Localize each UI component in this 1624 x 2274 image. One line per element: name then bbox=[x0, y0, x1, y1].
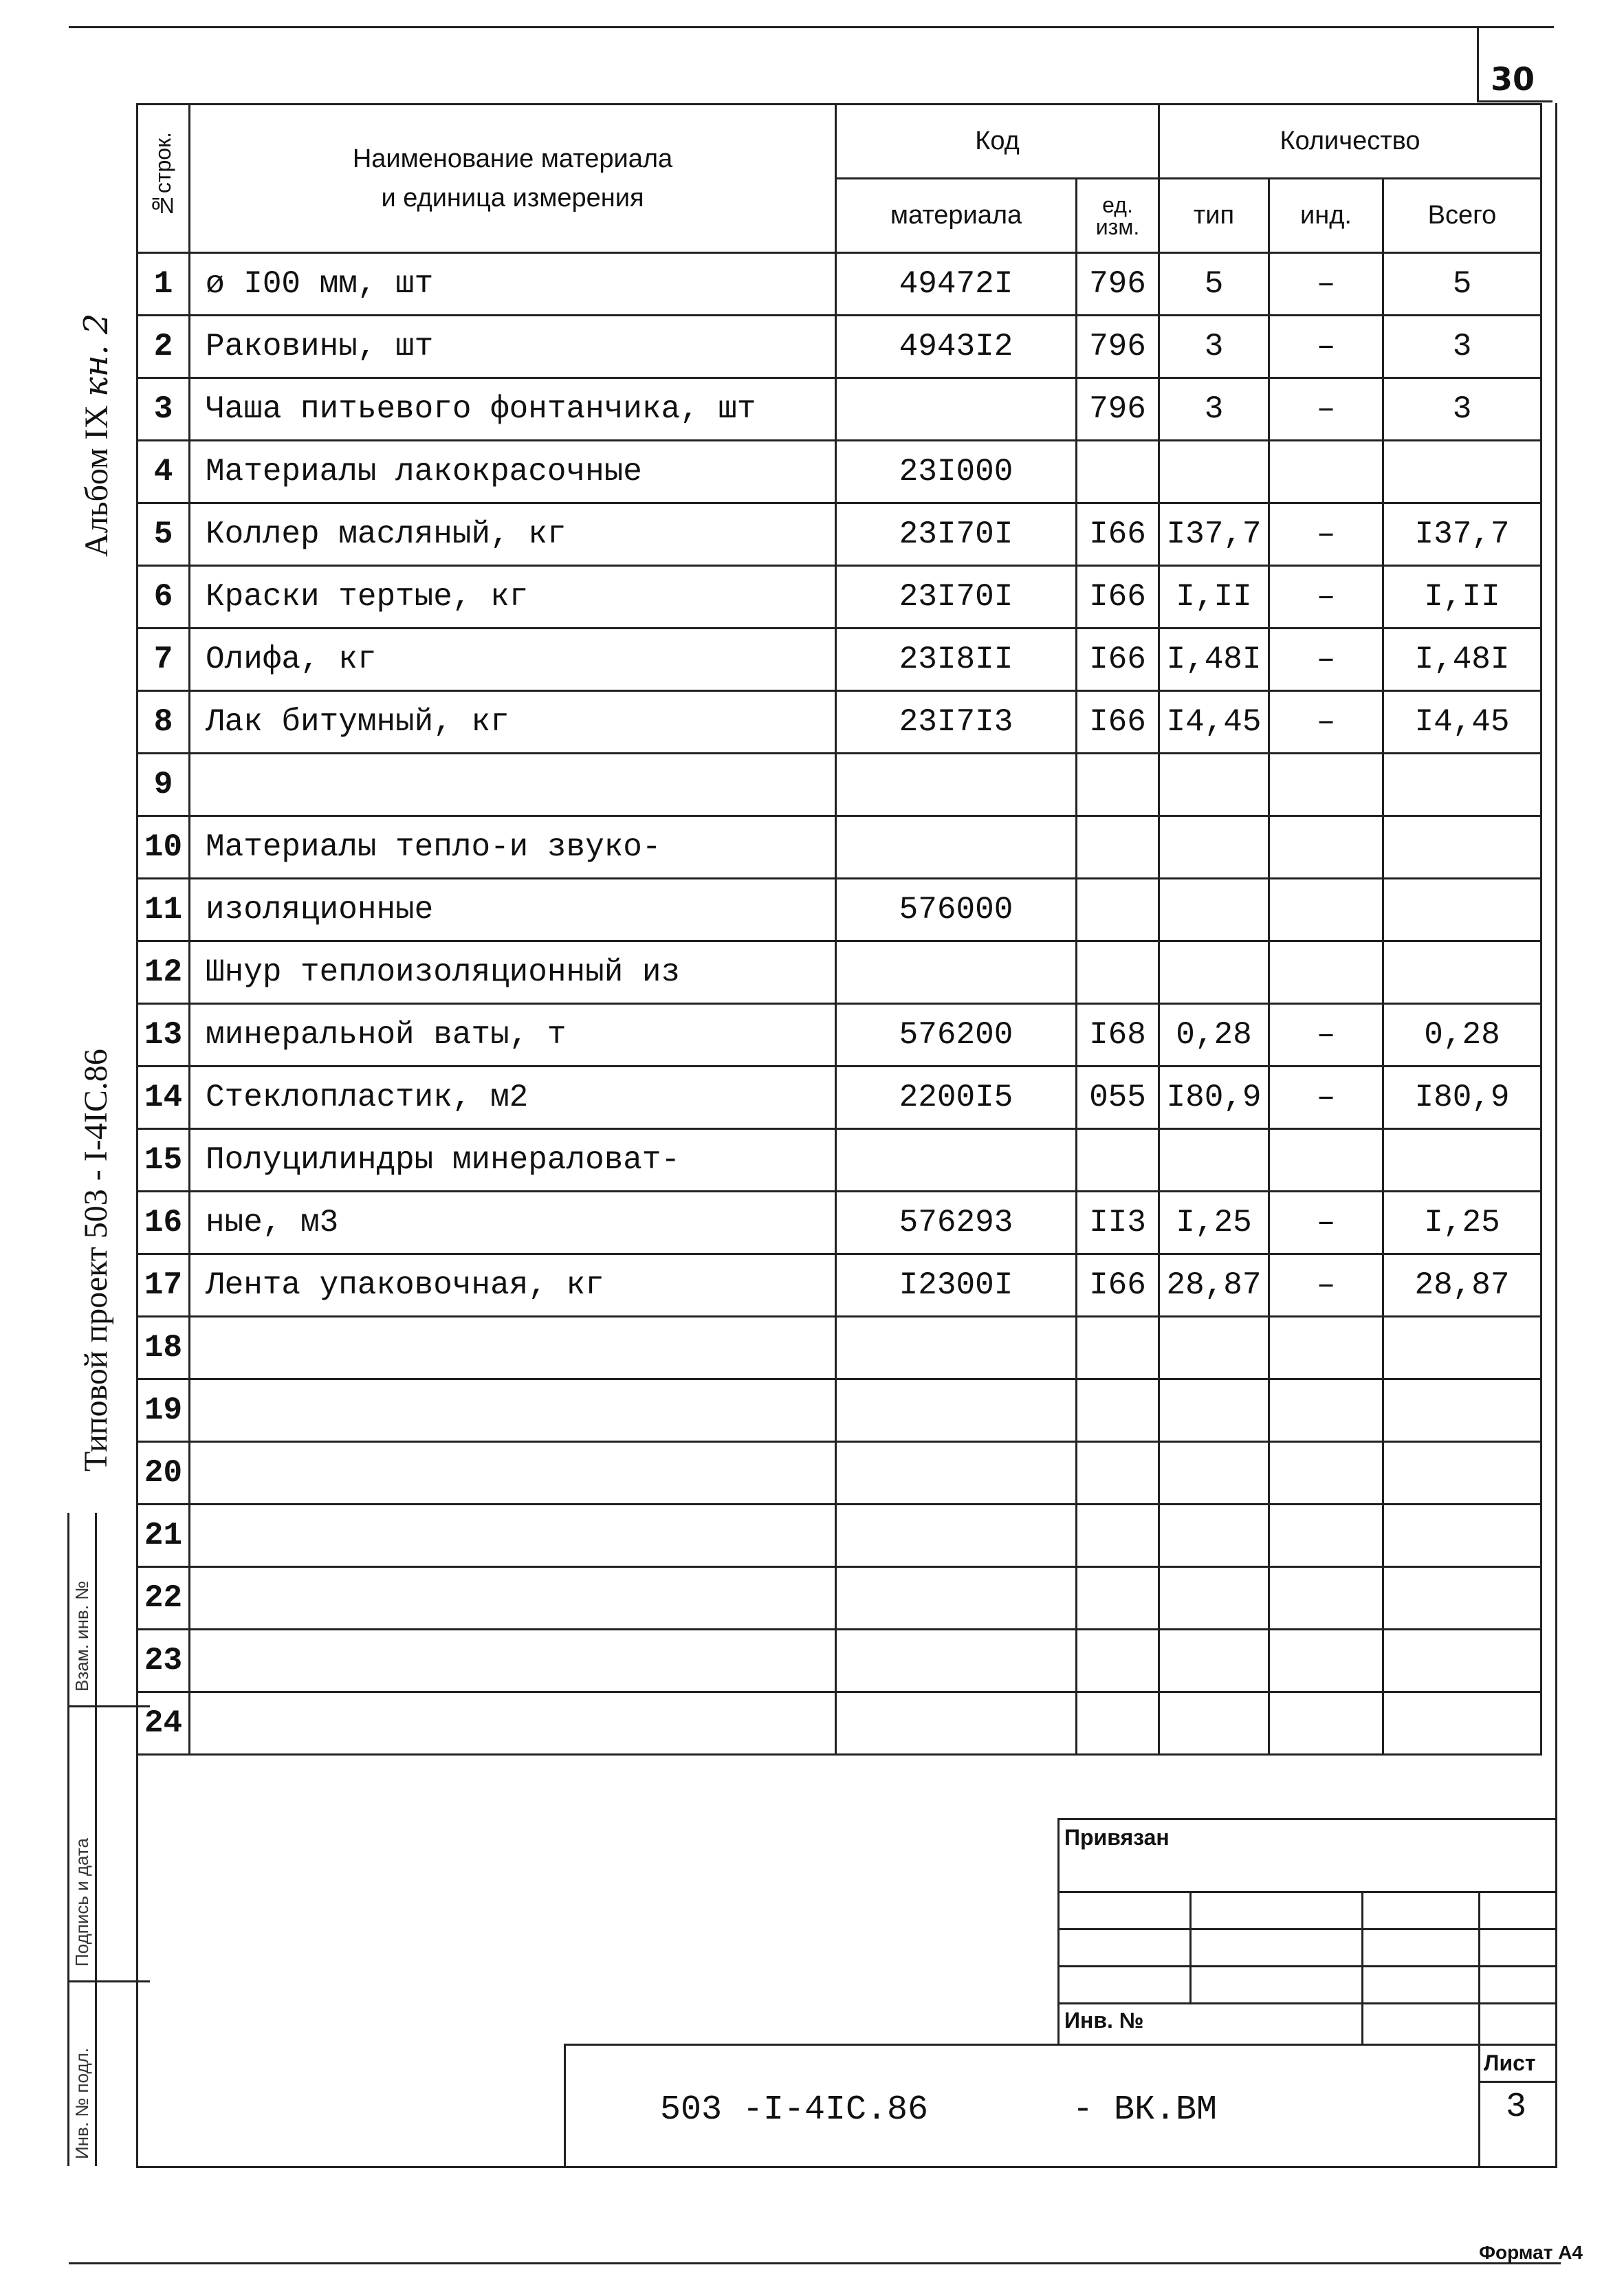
header-qty-type: тип bbox=[1159, 179, 1269, 253]
unit-code: I66 bbox=[1077, 566, 1159, 628]
qty-total: I80,9 bbox=[1383, 1067, 1541, 1129]
qty-total: I4,45 bbox=[1383, 691, 1541, 754]
unit-code: 796 bbox=[1077, 378, 1159, 441]
qty-total: 5 bbox=[1383, 253, 1541, 316]
row-number: 12 bbox=[138, 941, 190, 1004]
row-number: 13 bbox=[138, 1004, 190, 1067]
table-row bbox=[138, 1254, 1541, 1317]
qty-ind bbox=[1269, 1567, 1383, 1630]
material-name: Раковины, шт bbox=[190, 316, 836, 378]
qty-type bbox=[1159, 1317, 1269, 1379]
qty-ind bbox=[1269, 941, 1383, 1004]
qty-ind: – bbox=[1269, 1254, 1383, 1317]
qty-total bbox=[1383, 1317, 1541, 1379]
top-border-line bbox=[69, 26, 1554, 28]
table-row bbox=[138, 1129, 1541, 1192]
doc-code: 503 -I-4IC.86 bbox=[660, 2090, 929, 2130]
qty-type: 3 bbox=[1159, 378, 1269, 441]
qty-total: 28,87 bbox=[1383, 1254, 1541, 1317]
row-number: 17 bbox=[138, 1254, 190, 1317]
qty-ind: – bbox=[1269, 253, 1383, 316]
qty-ind bbox=[1269, 816, 1383, 879]
material-name: Полуцилиндры минераловат- bbox=[190, 1129, 836, 1192]
qty-ind bbox=[1269, 1379, 1383, 1442]
unit-code bbox=[1077, 1630, 1159, 1692]
row-number: 16 bbox=[138, 1192, 190, 1254]
material-code bbox=[836, 1692, 1077, 1755]
qty-ind: – bbox=[1269, 378, 1383, 441]
header-code-unit: ед. изм. bbox=[1077, 179, 1159, 253]
qty-ind: – bbox=[1269, 628, 1383, 691]
row-number: 19 bbox=[138, 1379, 190, 1442]
table-row bbox=[138, 1567, 1541, 1630]
qty-type bbox=[1159, 441, 1269, 503]
material-code bbox=[836, 1129, 1077, 1192]
row-number: 5 bbox=[138, 503, 190, 566]
unit-code: 796 bbox=[1077, 253, 1159, 316]
row-number: 10 bbox=[138, 816, 190, 879]
materials-table bbox=[136, 103, 1542, 1756]
table-row bbox=[138, 566, 1541, 628]
strip-label-replace: Взам. инв. № bbox=[72, 1580, 92, 1692]
row-number: 9 bbox=[138, 754, 190, 816]
frame-bottom bbox=[136, 2166, 1557, 2168]
format-label: Формат А4 bbox=[1479, 2242, 1583, 2263]
material-name: Шнур теплоизоляционный из bbox=[190, 941, 836, 1004]
unit-code: 055 bbox=[1077, 1067, 1159, 1129]
table-row bbox=[138, 503, 1541, 566]
unit-code bbox=[1077, 879, 1159, 941]
row-number: 22 bbox=[138, 1567, 190, 1630]
material-code: 2200I5 bbox=[836, 1067, 1077, 1129]
unit-code bbox=[1077, 816, 1159, 879]
strip-label-sign: Подпись и дата bbox=[72, 1837, 92, 1967]
unit-code bbox=[1077, 441, 1159, 503]
row-number: 15 bbox=[138, 1129, 190, 1192]
material-name: Лак битумный, кг bbox=[190, 691, 836, 754]
unit-code bbox=[1077, 1692, 1159, 1755]
unit-code: II3 bbox=[1077, 1192, 1159, 1254]
material-name bbox=[190, 1567, 836, 1630]
qty-total bbox=[1383, 1379, 1541, 1442]
material-name: Лента упаковочная, кг bbox=[190, 1254, 836, 1317]
qty-ind: – bbox=[1269, 691, 1383, 754]
row-number: 1 bbox=[138, 253, 190, 316]
table-row bbox=[138, 1067, 1541, 1129]
material-name: Чаша питьевого фонтанчика, шт bbox=[190, 378, 836, 441]
stamp-col-1 bbox=[1189, 1891, 1192, 2002]
qty-ind bbox=[1269, 441, 1383, 503]
qty-type: I4,45 bbox=[1159, 691, 1269, 754]
qty-ind: – bbox=[1269, 503, 1383, 566]
stamp-row-4 bbox=[1057, 2002, 1557, 2004]
material-name: Материалы лакокрасочные bbox=[190, 441, 836, 503]
qty-type: I,II bbox=[1159, 566, 1269, 628]
material-name: Стеклопластик, м2 bbox=[190, 1067, 836, 1129]
unit-code bbox=[1077, 941, 1159, 1004]
material-name bbox=[190, 1505, 836, 1567]
page-number-box-bottom bbox=[1477, 100, 1552, 102]
unit-code bbox=[1077, 1379, 1159, 1442]
material-code: 23I70I bbox=[836, 503, 1077, 566]
qty-total: I37,7 bbox=[1383, 503, 1541, 566]
qty-ind bbox=[1269, 879, 1383, 941]
material-name: Олифа, кг bbox=[190, 628, 836, 691]
qty-ind bbox=[1269, 1317, 1383, 1379]
bound-label: Привязан bbox=[1064, 1825, 1170, 1850]
material-code bbox=[836, 1379, 1077, 1442]
qty-ind bbox=[1269, 1129, 1383, 1192]
left-strip-inner bbox=[95, 1513, 97, 2166]
row-number: 23 bbox=[138, 1630, 190, 1692]
header-name: Наименование материала и единица измерения bbox=[190, 105, 836, 253]
sheet-number: 3 bbox=[1506, 2088, 1527, 2127]
page-number-box-left bbox=[1477, 28, 1479, 102]
left-strip-border bbox=[67, 1513, 69, 2166]
material-code: I2300I bbox=[836, 1254, 1077, 1317]
row-number: 7 bbox=[138, 628, 190, 691]
table-row bbox=[138, 378, 1541, 441]
qty-ind bbox=[1269, 1442, 1383, 1505]
material-name bbox=[190, 754, 836, 816]
row-number: 21 bbox=[138, 1505, 190, 1567]
table-row bbox=[138, 1630, 1541, 1692]
material-code: 576293 bbox=[836, 1192, 1077, 1254]
material-code: 23I8II bbox=[836, 628, 1077, 691]
title-row-top bbox=[564, 2044, 1557, 2046]
material-code bbox=[836, 754, 1077, 816]
stamp-top bbox=[1057, 1818, 1557, 1820]
row-number: 2 bbox=[138, 316, 190, 378]
qty-ind bbox=[1269, 754, 1383, 816]
bottom-rule bbox=[69, 2262, 1561, 2264]
row-number: 20 bbox=[138, 1442, 190, 1505]
unit-code: I66 bbox=[1077, 628, 1159, 691]
material-name: Краски тертые, кг bbox=[190, 566, 836, 628]
table-row bbox=[138, 1192, 1541, 1254]
qty-type: 0,28 bbox=[1159, 1004, 1269, 1067]
row-number: 4 bbox=[138, 441, 190, 503]
qty-total bbox=[1383, 941, 1541, 1004]
material-code bbox=[836, 1505, 1077, 1567]
qty-type bbox=[1159, 1630, 1269, 1692]
row-number: 6 bbox=[138, 566, 190, 628]
unit-code: 796 bbox=[1077, 316, 1159, 378]
frame-right bbox=[1555, 103, 1557, 2166]
row-number: 8 bbox=[138, 691, 190, 754]
qty-total: 3 bbox=[1383, 378, 1541, 441]
table-row bbox=[138, 691, 1541, 754]
material-code: 23I70I bbox=[836, 566, 1077, 628]
stamp-row-3 bbox=[1057, 1965, 1557, 1967]
material-name bbox=[190, 1630, 836, 1692]
qty-total bbox=[1383, 816, 1541, 879]
material-name: изоляционные bbox=[190, 879, 836, 941]
row-number: 11 bbox=[138, 879, 190, 941]
material-name bbox=[190, 1317, 836, 1379]
album-label: Альбом IX кн. 2 bbox=[77, 313, 116, 557]
row-number: 14 bbox=[138, 1067, 190, 1129]
qty-total: I,II bbox=[1383, 566, 1541, 628]
unit-code: I66 bbox=[1077, 691, 1159, 754]
qty-total bbox=[1383, 879, 1541, 941]
material-code bbox=[836, 1317, 1077, 1379]
material-name bbox=[190, 1379, 836, 1442]
title-left bbox=[564, 2044, 566, 2167]
table-body bbox=[138, 253, 1541, 1755]
qty-type: I80,9 bbox=[1159, 1067, 1269, 1129]
unit-code bbox=[1077, 1505, 1159, 1567]
qty-ind bbox=[1269, 1630, 1383, 1692]
qty-type: I37,7 bbox=[1159, 503, 1269, 566]
table-row bbox=[138, 754, 1541, 816]
qty-total: 3 bbox=[1383, 316, 1541, 378]
qty-type bbox=[1159, 1379, 1269, 1442]
table-row bbox=[138, 1317, 1541, 1379]
header-row-no: №строк. bbox=[138, 105, 190, 253]
qty-ind bbox=[1269, 1505, 1383, 1567]
qty-total: I,25 bbox=[1383, 1192, 1541, 1254]
doc-suffix: - ВК.ВМ bbox=[1073, 2090, 1218, 2130]
qty-type: I,48I bbox=[1159, 628, 1269, 691]
material-name: ø I00 мм, шт bbox=[190, 253, 836, 316]
header-code: Код bbox=[836, 105, 1159, 179]
material-code: 576200 bbox=[836, 1004, 1077, 1067]
material-code bbox=[836, 1630, 1077, 1692]
row-number: 3 bbox=[138, 378, 190, 441]
unit-code: I66 bbox=[1077, 1254, 1159, 1317]
material-code bbox=[836, 1567, 1077, 1630]
table-row bbox=[138, 816, 1541, 879]
strip-label-inv: Инв. № подл. bbox=[72, 2048, 92, 2159]
qty-type bbox=[1159, 754, 1269, 816]
table-row bbox=[138, 1379, 1541, 1442]
qty-total bbox=[1383, 441, 1541, 503]
qty-type: 3 bbox=[1159, 316, 1269, 378]
qty-total: I,48I bbox=[1383, 628, 1541, 691]
unit-code bbox=[1077, 1317, 1159, 1379]
material-code: 4943I2 bbox=[836, 316, 1077, 378]
qty-total bbox=[1383, 1129, 1541, 1192]
qty-ind: – bbox=[1269, 1067, 1383, 1129]
qty-type bbox=[1159, 941, 1269, 1004]
table-row bbox=[138, 1004, 1541, 1067]
header-code-material: материала bbox=[836, 179, 1077, 253]
qty-type bbox=[1159, 1442, 1269, 1505]
material-code: 23I7I3 bbox=[836, 691, 1077, 754]
table-row bbox=[138, 1692, 1541, 1755]
unit-code: I68 bbox=[1077, 1004, 1159, 1067]
qty-total bbox=[1383, 754, 1541, 816]
material-code bbox=[836, 378, 1077, 441]
qty-type: 5 bbox=[1159, 253, 1269, 316]
material-code: 49472I bbox=[836, 253, 1077, 316]
unit-code bbox=[1077, 1442, 1159, 1505]
qty-total: 0,28 bbox=[1383, 1004, 1541, 1067]
stamp-row-1 bbox=[1057, 1891, 1557, 1893]
page-number: 30 bbox=[1490, 61, 1535, 98]
table-row bbox=[138, 1505, 1541, 1567]
qty-ind: – bbox=[1269, 566, 1383, 628]
material-name: минеральной ваты, т bbox=[190, 1004, 836, 1067]
stamp-row-2 bbox=[1057, 1928, 1557, 1930]
unit-code bbox=[1077, 1129, 1159, 1192]
qty-total bbox=[1383, 1505, 1541, 1567]
qty-type: I,25 bbox=[1159, 1192, 1269, 1254]
stamp-col-2 bbox=[1361, 1891, 1363, 2045]
qty-type bbox=[1159, 816, 1269, 879]
qty-ind: – bbox=[1269, 1192, 1383, 1254]
qty-type bbox=[1159, 1129, 1269, 1192]
qty-ind bbox=[1269, 1692, 1383, 1755]
project-label: Типовой проект 503 - I-4IC.86 bbox=[78, 1049, 114, 1472]
table-row bbox=[138, 628, 1541, 691]
qty-total bbox=[1383, 1630, 1541, 1692]
table-row bbox=[138, 316, 1541, 378]
qty-type bbox=[1159, 879, 1269, 941]
header-qty-total: Всего bbox=[1383, 179, 1541, 253]
material-name: ные, м3 bbox=[190, 1192, 836, 1254]
material-name: Коллер масляный, кг bbox=[190, 503, 836, 566]
qty-ind: – bbox=[1269, 1004, 1383, 1067]
frame-left-lower bbox=[136, 1692, 138, 2167]
unit-code: I66 bbox=[1077, 503, 1159, 566]
row-number: 24 bbox=[138, 1692, 190, 1755]
sheet-div bbox=[1478, 2081, 1557, 2083]
table-row bbox=[138, 1442, 1541, 1505]
sheet-col bbox=[1478, 2044, 1480, 2167]
material-name: Материалы тепло-и звуко- bbox=[190, 816, 836, 879]
material-code: 23I000 bbox=[836, 441, 1077, 503]
material-name bbox=[190, 1442, 836, 1505]
material-name bbox=[190, 1692, 836, 1755]
inv-label: Инв. № bbox=[1064, 2008, 1144, 2033]
qty-type bbox=[1159, 1692, 1269, 1755]
table-row bbox=[138, 941, 1541, 1004]
table-row bbox=[138, 253, 1541, 316]
material-code bbox=[836, 941, 1077, 1004]
unit-code bbox=[1077, 1567, 1159, 1630]
qty-total bbox=[1383, 1567, 1541, 1630]
qty-ind: – bbox=[1269, 316, 1383, 378]
row-number: 18 bbox=[138, 1317, 190, 1379]
qty-type bbox=[1159, 1505, 1269, 1567]
table-row bbox=[138, 441, 1541, 503]
qty-type: 28,87 bbox=[1159, 1254, 1269, 1317]
table-row bbox=[138, 879, 1541, 941]
stamp-left-upper bbox=[1057, 1818, 1060, 2045]
material-code: 576000 bbox=[836, 879, 1077, 941]
qty-total bbox=[1383, 1442, 1541, 1505]
header-quantity: Количество bbox=[1159, 105, 1541, 179]
qty-total bbox=[1383, 1692, 1541, 1755]
material-code bbox=[836, 816, 1077, 879]
header-qty-ind: инд. bbox=[1269, 179, 1383, 253]
material-code bbox=[836, 1442, 1077, 1505]
sheet-label: Лист bbox=[1484, 2051, 1536, 2075]
stamp-col-3 bbox=[1478, 1891, 1480, 2045]
unit-code bbox=[1077, 754, 1159, 816]
qty-type bbox=[1159, 1567, 1269, 1630]
